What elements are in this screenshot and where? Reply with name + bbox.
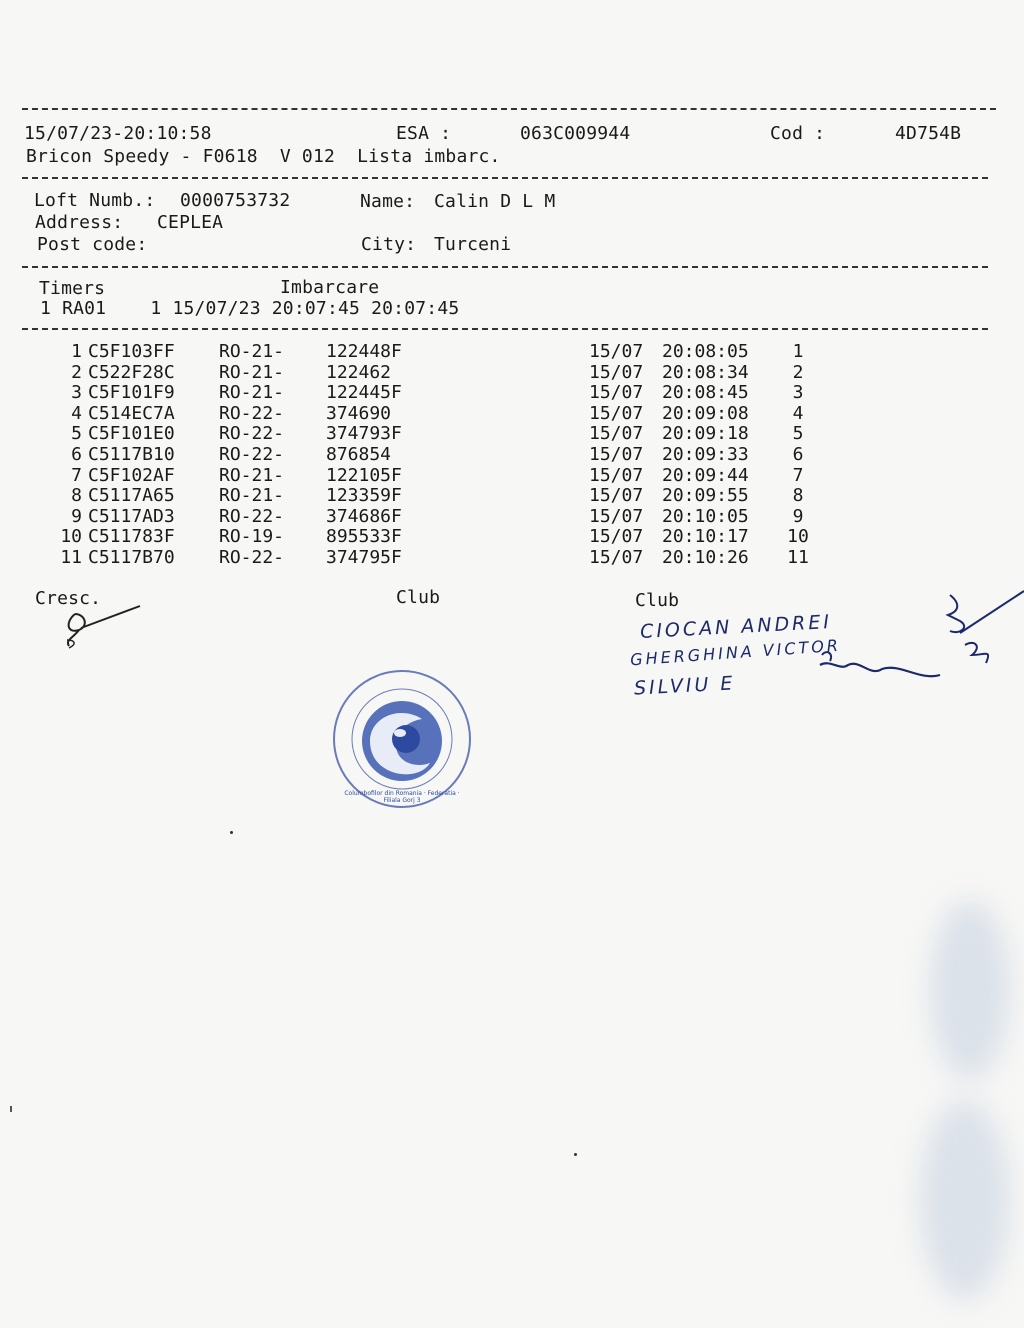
bird-number: 9 <box>71 505 82 527</box>
timer-row: 1 RA01 1 15/07/23 20:07:45 20:07:45 <box>40 298 460 319</box>
table-row <box>0 424 1024 444</box>
arrival-time: 20:09:44 <box>662 464 749 486</box>
cod-label: Cod : <box>770 123 826 144</box>
bird-ring: 374686F <box>326 505 402 527</box>
bird-number: 3 <box>71 382 82 404</box>
arrival-index: 4 <box>792 402 804 424</box>
arrival-index: 11 <box>787 547 809 568</box>
timers-label: Timers <box>39 278 106 299</box>
table-row <box>0 548 1024 568</box>
arrival-time: 20:09:08 <box>662 402 749 424</box>
cod-value: 4D754B <box>895 123 962 144</box>
divider <box>22 328 988 330</box>
club-label: Club <box>635 590 680 611</box>
arrival-time: 20:08:05 <box>662 341 749 362</box>
arrival-index: 7 <box>792 464 804 486</box>
arrival-index: 8 <box>792 485 804 507</box>
arrival-date: 15/07 <box>589 485 644 507</box>
arrival-date: 15/07 <box>589 361 644 383</box>
bird-chip: C5117A65 <box>88 485 175 507</box>
arrival-index: 2 <box>792 361 804 383</box>
arrival-date: 15/07 <box>589 341 644 362</box>
bird-number: 2 <box>71 361 82 383</box>
bird-chip: C522F28C <box>88 361 175 383</box>
bird-number: 11 <box>60 547 82 568</box>
bird-chip: C5F102AF <box>88 464 175 486</box>
arrival-date: 15/07 <box>589 505 644 527</box>
bird-chip: C511783F <box>88 526 175 548</box>
table-row <box>0 507 1024 527</box>
bird-ring: 374793F <box>326 423 402 445</box>
club-signatures <box>810 585 1024 695</box>
divider <box>22 177 988 179</box>
city-label: City: <box>361 234 417 255</box>
arrival-index: 10 <box>787 526 809 548</box>
bird-ring: 895533F <box>326 526 402 548</box>
bird-series: RO-22- <box>219 402 285 424</box>
divider <box>22 266 988 268</box>
header-line-2: Bricon Speedy - F0618 V 012 Lista imbarc. <box>26 146 501 167</box>
postcode-label: Post code: <box>37 234 148 255</box>
arrival-index: 5 <box>792 423 804 445</box>
arrival-index: 1 <box>792 341 804 362</box>
table-row <box>0 404 1024 424</box>
arrival-time: 20:09:55 <box>662 485 749 507</box>
bird-chip: C5F103FF <box>88 341 175 362</box>
arrival-date: 15/07 <box>589 382 644 404</box>
scan-speck <box>230 831 233 834</box>
arrival-index: 3 <box>792 382 804 404</box>
address-label: Address: <box>35 212 124 233</box>
name-label: Name: <box>360 191 416 212</box>
table-row <box>0 383 1024 403</box>
bird-ring: 374795F <box>326 547 402 568</box>
bird-ring: 122445F <box>326 382 402 404</box>
arrival-time: 20:09:18 <box>662 423 749 445</box>
handwritten-name-1: CIOCAN ANDREI <box>639 610 833 644</box>
imbarcare-label: Imbarcare <box>280 277 380 298</box>
bird-ring: 122462 <box>326 361 392 383</box>
bird-series: RO-22- <box>219 444 285 465</box>
bird-chip: C514EC7A <box>88 402 175 424</box>
loft-value: 0000753732 <box>180 190 291 211</box>
scan-smudge <box>920 1100 1010 1300</box>
arrival-date: 15/07 <box>589 402 644 424</box>
bird-series: RO-21- <box>219 341 285 362</box>
bird-number: 5 <box>71 423 82 445</box>
stamp-text: Columbofilor din Romania · Federatia · Filiala Gorj 3 <box>344 790 460 804</box>
bird-series: RO-21- <box>219 361 285 383</box>
arrival-date: 15/07 <box>589 547 644 568</box>
bird-series: RO-21- <box>219 382 285 404</box>
esa-label: ESA : <box>396 123 452 144</box>
bird-number: 7 <box>71 464 82 486</box>
arrival-time: 20:08:45 <box>662 382 749 404</box>
bird-ring: 122105F <box>326 464 402 486</box>
arrival-date: 15/07 <box>589 444 644 465</box>
bird-series: RO-21- <box>219 464 285 486</box>
bird-ring: 374690 <box>326 402 392 424</box>
handwritten-name-2: GHERGHINA VICTOR <box>629 635 842 670</box>
bird-ring: 876854 <box>326 444 392 465</box>
bird-chip: C5117B70 <box>88 547 175 568</box>
bird-chip: C5117B10 <box>88 444 175 465</box>
bird-number: 10 <box>60 526 82 548</box>
arrival-date: 15/07 <box>589 464 644 486</box>
bird-chip: C5117AD3 <box>88 505 175 527</box>
scan-speck <box>10 1106 12 1112</box>
arrival-time: 20:10:17 <box>662 526 749 548</box>
esa-value: 063C009944 <box>520 123 631 144</box>
arrival-date: 15/07 <box>589 526 644 548</box>
bird-series: RO-19- <box>219 526 285 548</box>
name-value: Calin D L M <box>434 191 556 212</box>
bird-number: 4 <box>71 402 82 424</box>
club-label: Club <box>396 587 441 608</box>
table-row <box>0 466 1024 486</box>
address-value: CEPLEA <box>157 212 224 233</box>
breeder-signature <box>55 600 155 660</box>
print-datetime: 15/07/23-20:10:58 <box>24 123 212 144</box>
cresc-label: Cresc. <box>35 588 102 609</box>
loft-label: Loft Numb.: <box>34 190 156 211</box>
scan-speck <box>574 1153 577 1156</box>
arrival-time: 20:10:05 <box>662 505 749 527</box>
arrival-index: 9 <box>792 505 804 527</box>
arrival-date: 15/07 <box>589 423 644 445</box>
scan-smudge <box>930 900 1010 1080</box>
bird-ring: 122448F <box>326 341 402 362</box>
handwritten-name-3: SILVIU E <box>633 672 736 700</box>
table-row <box>0 486 1024 506</box>
bird-chip: C5F101F9 <box>88 382 175 404</box>
table-row <box>0 363 1024 383</box>
arrival-time: 20:08:34 <box>662 361 749 383</box>
arrival-time: 20:09:33 <box>662 444 749 465</box>
bird-number: 6 <box>71 444 82 465</box>
arrival-index: 6 <box>792 444 804 465</box>
table-row <box>0 342 1024 362</box>
divider <box>22 108 996 110</box>
arrival-time: 20:10:26 <box>662 547 749 568</box>
bird-series: RO-22- <box>219 547 285 568</box>
bird-chip: C5F101E0 <box>88 423 175 445</box>
bird-ring: 123359F <box>326 485 402 507</box>
table-row <box>0 527 1024 547</box>
table-row <box>0 445 1024 465</box>
bird-series: RO-22- <box>219 423 285 445</box>
city-value: Turceni <box>434 234 512 255</box>
bird-number: 8 <box>71 485 82 507</box>
bird-number: 1 <box>71 341 82 362</box>
bird-series: RO-21- <box>219 485 285 507</box>
bird-series: RO-22- <box>219 505 285 527</box>
